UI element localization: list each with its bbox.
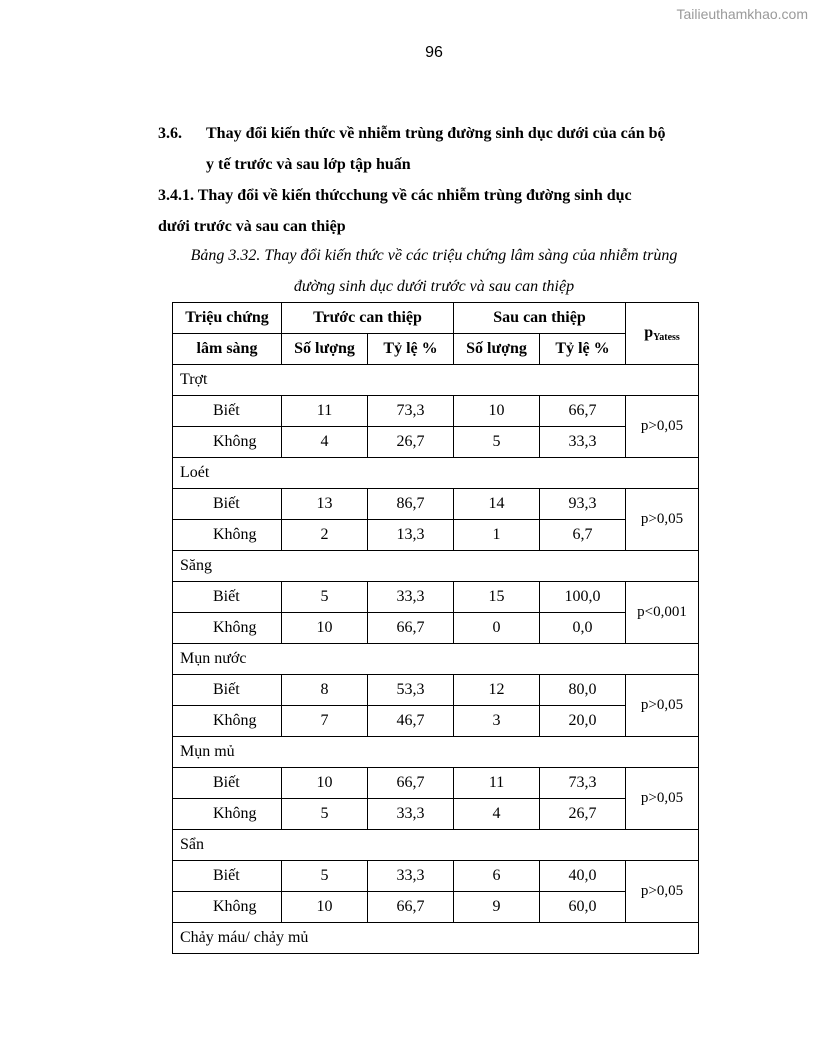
symptom-group-name: Chảy máu/ chảy mủ: [173, 923, 699, 954]
after-count-cell: 10: [454, 396, 540, 427]
table-row: [173, 613, 699, 644]
answer-label: Không: [173, 427, 282, 458]
before-count-cell: 5: [282, 861, 368, 892]
header-after: Sau can thiệp: [454, 303, 626, 334]
before-count-cell: 8: [282, 675, 368, 706]
table-row: [173, 427, 699, 458]
after-count-cell: 5: [454, 427, 540, 458]
before-percent-cell: 33,3: [368, 861, 454, 892]
before-count-cell: 4: [282, 427, 368, 458]
symptom-group-name: Mụn nước: [173, 644, 699, 675]
after-percent-cell: 0,0: [540, 613, 626, 644]
group-row: [173, 365, 699, 396]
before-percent-cell: 73,3: [368, 396, 454, 427]
before-count-cell: 10: [282, 768, 368, 799]
symptom-group-name: Mụn mủ: [173, 737, 699, 768]
table-caption-line2: đường sinh dục dưới trước và sau can thiệp: [293, 278, 575, 295]
symptom-group-name: Săng: [173, 551, 699, 582]
answer-label: Biết: [173, 675, 282, 706]
group-row: [173, 644, 699, 675]
before-percent-cell: 33,3: [368, 799, 454, 830]
answer-label: Biết: [173, 582, 282, 613]
header-p-value: [626, 303, 699, 365]
before-count-cell: 10: [282, 613, 368, 644]
before-count-cell: 13: [282, 489, 368, 520]
after-count-cell: 11: [454, 768, 540, 799]
after-count-cell: 14: [454, 489, 540, 520]
after-percent-cell: 93,3: [540, 489, 626, 520]
header-after-count: Số lượng: [454, 334, 540, 365]
group-row: [173, 830, 699, 861]
header-before-count: Số lượng: [282, 334, 368, 365]
answer-label: Biết: [173, 861, 282, 892]
p-label: p: [644, 324, 654, 341]
before-percent-cell: 46,7: [368, 706, 454, 737]
p-value-cell: p>0,05: [626, 675, 699, 737]
section-heading: [158, 124, 666, 144]
before-count-cell: 10: [282, 892, 368, 923]
after-percent-cell: 80,0: [540, 675, 626, 706]
after-count-cell: 6: [454, 861, 540, 892]
section-title-line1: Thay đổi kiến thức về nhiễm trùng đường sinh dục dưới của cán bộ: [206, 125, 666, 142]
before-count-cell: 2: [282, 520, 368, 551]
after-count-cell: 3: [454, 706, 540, 737]
after-percent-cell: 100,0: [540, 582, 626, 613]
after-percent-cell: 6,7: [540, 520, 626, 551]
before-count-cell: 7: [282, 706, 368, 737]
table-row: [173, 520, 699, 551]
symptom-group-name: Trợt: [173, 365, 699, 396]
before-percent-cell: 86,7: [368, 489, 454, 520]
after-count-cell: 12: [454, 675, 540, 706]
table-caption-line1: Bảng 3.32. Thay đổi kiến thức về các triệu chứng lâm sàng của nhiễm trùng: [190, 247, 678, 264]
subsection-title-line2: dưới trước và sau can thiệp: [158, 218, 346, 235]
after-count-cell: 0: [454, 613, 540, 644]
section-title-line2: y tế trước và sau lớp tập huấn: [206, 156, 411, 173]
header-clinical: lâm sàng: [173, 334, 282, 365]
table-row: [173, 582, 699, 613]
table-row: [173, 396, 699, 427]
before-percent-cell: 66,7: [368, 613, 454, 644]
after-percent-cell: 73,3: [540, 768, 626, 799]
after-percent-cell: 40,0: [540, 861, 626, 892]
p-value-cell: p<0,001: [626, 582, 699, 644]
before-count-cell: 5: [282, 799, 368, 830]
table-row: [173, 706, 699, 737]
p-value-cell: p>0,05: [626, 489, 699, 551]
table-row: [173, 675, 699, 706]
subsection-title-line1: 3.4.1. Thay đổi về kiến thứcchung về các nhiễm trùng đường sinh dục: [158, 187, 632, 204]
before-percent-cell: 33,3: [368, 582, 454, 613]
before-percent-cell: 53,3: [368, 675, 454, 706]
before-percent-cell: 66,7: [368, 892, 454, 923]
header-before: Trước can thiệp: [282, 303, 454, 334]
p-value-cell: p>0,05: [626, 396, 699, 458]
group-row: [173, 458, 699, 489]
answer-label: Không: [173, 799, 282, 830]
page-number: 96: [425, 44, 443, 61]
answer-label: Không: [173, 892, 282, 923]
after-percent-cell: 20,0: [540, 706, 626, 737]
table-row: [173, 892, 699, 923]
group-row: [173, 923, 699, 954]
after-count-cell: 1: [454, 520, 540, 551]
before-percent-cell: 26,7: [368, 427, 454, 458]
before-percent-cell: 13,3: [368, 520, 454, 551]
answer-label: Không: [173, 520, 282, 551]
after-percent-cell: 33,3: [540, 427, 626, 458]
after-percent-cell: 60,0: [540, 892, 626, 923]
before-percent-cell: 66,7: [368, 768, 454, 799]
answer-label: Không: [173, 706, 282, 737]
after-count-cell: 4: [454, 799, 540, 830]
table-row: [173, 799, 699, 830]
before-count-cell: 11: [282, 396, 368, 427]
after-count-cell: 9: [454, 892, 540, 923]
group-row: [173, 737, 699, 768]
p-value-cell: p>0,05: [626, 768, 699, 830]
group-row: [173, 551, 699, 582]
after-percent-cell: 66,7: [540, 396, 626, 427]
header-after-percent: Tỷ lệ %: [540, 334, 626, 365]
header-before-percent: Tỷ lệ %: [368, 334, 454, 365]
answer-label: Biết: [173, 489, 282, 520]
symptom-group-name: Sẩn: [173, 830, 699, 861]
table-row: [173, 489, 699, 520]
header-symptom: Triệu chứng: [173, 303, 282, 334]
answer-label: Không: [173, 613, 282, 644]
section-number: 3.6.: [158, 125, 182, 142]
after-percent-cell: 26,7: [540, 799, 626, 830]
answer-label: Biết: [173, 396, 282, 427]
p-subscript: Yatess: [653, 332, 680, 343]
p-value-cell: p>0,05: [626, 861, 699, 923]
symptom-knowledge-table: [172, 302, 699, 954]
after-count-cell: 15: [454, 582, 540, 613]
table-row: [173, 861, 699, 892]
before-count-cell: 5: [282, 582, 368, 613]
symptom-group-name: Loét: [173, 458, 699, 489]
answer-label: Biết: [173, 768, 282, 799]
table-row: [173, 768, 699, 799]
watermark: Tailieuthamkhao.com: [676, 6, 808, 22]
